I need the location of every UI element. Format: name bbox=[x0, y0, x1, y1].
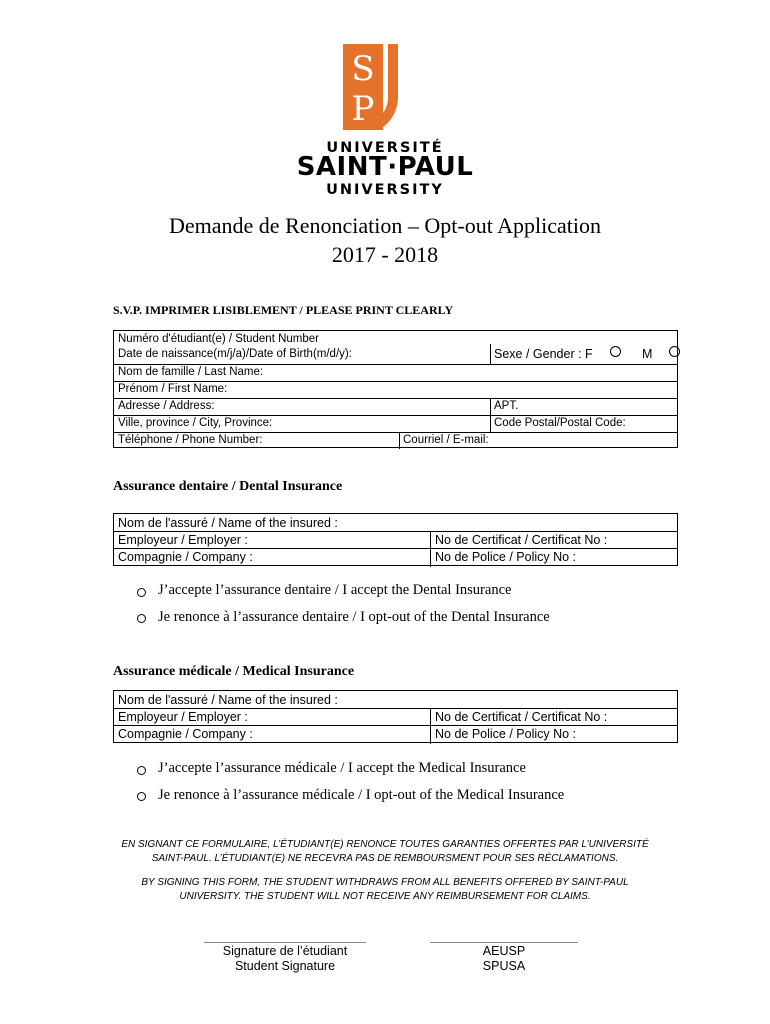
university-logo bbox=[343, 44, 429, 130]
logo-letter-s: S bbox=[351, 49, 375, 89]
student-signature-fr: Signature de l’étudiant bbox=[222, 944, 348, 958]
dental-optout-label: Je renonce à l’assurance dentaire / I opt-out of the Dental Insurance bbox=[158, 609, 550, 625]
dental-insured-name-field[interactable]: Nom de l'assuré / Name of the insured : bbox=[118, 516, 338, 530]
phone-field[interactable]: Téléphone / Phone Number: bbox=[118, 434, 263, 446]
logo-letter-p: P bbox=[351, 89, 375, 129]
dob-field[interactable]: Date de naissance(m/j/a)/Date of Birth(m/d/y): bbox=[118, 348, 352, 360]
dental-policy-field[interactable]: No de Police / Policy No : bbox=[435, 550, 577, 564]
medical-accept-label: J’accepte l’assurance médicale / I accept the Medical Insurance bbox=[158, 760, 526, 776]
dental-accept-radio[interactable] bbox=[137, 588, 146, 597]
gender-f-radio[interactable] bbox=[610, 346, 621, 357]
warning-en-line2: UNIVERSITY. THE STUDENT WILL NOT RECEIVE ANY REIMBURSEMENT FOR CLAIMS. bbox=[179, 891, 591, 902]
medical-certificate-field[interactable]: No de Certificat / Certificat No : bbox=[435, 710, 608, 724]
gender-m-label: M bbox=[642, 347, 653, 361]
university-name-en: UNIVERSITY bbox=[326, 182, 444, 198]
student-number-field[interactable]: Numéro d'étudiant(e) / Student Number bbox=[118, 333, 319, 345]
university-name-fr: UNIVERSITÉ bbox=[326, 140, 444, 156]
university-name: SAINT·PAUL bbox=[296, 152, 474, 182]
warning-fr-line1: EN SIGNANT CE FORMULAIRE, L’ÉTUDIANT(E) RENONCE TOUTES GARANTIES OFFERTES PAR L’UNIVERSITÉ bbox=[121, 839, 649, 850]
medical-table bbox=[113, 690, 678, 743]
union-name-en: SPUSA bbox=[482, 959, 526, 973]
medical-accept-radio[interactable] bbox=[137, 766, 146, 775]
student-info-table bbox=[113, 330, 678, 448]
dental-company-field[interactable]: Compagnie / Company : bbox=[118, 550, 253, 564]
dental-employer-field[interactable]: Employeur / Employer : bbox=[118, 533, 248, 547]
dental-certificate-field[interactable]: No de Certificat / Certificat No : bbox=[435, 533, 608, 547]
first-name-field[interactable]: Prénom / First Name: bbox=[118, 383, 228, 395]
warning-en-line1: BY SIGNING THIS FORM, THE STUDENT WITHDRAWS FROM ALL BENEFITS OFFERED BY SAINT-PAUL bbox=[141, 877, 629, 888]
print-instruction: S.V.P. IMPRIMER LISIBLEMENT / PLEASE PRINT CLEARLY bbox=[113, 303, 454, 317]
gender-m-radio[interactable] bbox=[669, 346, 680, 357]
medical-optout-label: Je renonce à l’assurance médicale / I opt-out of the Medical Insurance bbox=[158, 787, 565, 803]
union-signature-line[interactable] bbox=[430, 942, 578, 943]
dental-table bbox=[113, 513, 678, 566]
last-name-field[interactable]: Nom de famille / Last Name: bbox=[118, 366, 264, 378]
dental-optout-radio[interactable] bbox=[137, 614, 146, 623]
address-field[interactable]: Adresse / Address: bbox=[118, 400, 215, 412]
form-title: Demande de Renonciation – Opt-out Application bbox=[169, 213, 601, 238]
medical-insured-name-field[interactable]: Nom de l'assuré / Name of the insured : bbox=[118, 693, 338, 707]
apt-field[interactable]: APT. bbox=[494, 400, 519, 412]
warning-fr-line2: SAINT-PAUL. L’ÉTUDIANT(E) NE RECEVRA PAS DE REMBOURSMENT POUR SES RÉCLAMATIONS. bbox=[151, 853, 619, 864]
medical-optout-radio[interactable] bbox=[137, 792, 146, 801]
union-name-fr: AEUSP bbox=[482, 944, 526, 958]
postal-code-field[interactable]: Code Postal/Postal Code: bbox=[494, 417, 626, 429]
gender-label: Sexe / Gender : F bbox=[494, 347, 593, 361]
form-year: 2017 - 2018 bbox=[331, 242, 439, 267]
city-field[interactable]: Ville, province / City, Province: bbox=[118, 417, 273, 429]
dental-heading: Assurance dentaire / Dental Insurance bbox=[113, 479, 343, 494]
medical-heading: Assurance médicale / Medical Insurance bbox=[113, 664, 355, 679]
email-field[interactable]: Courriel / E-mail: bbox=[403, 434, 489, 446]
medical-employer-field[interactable]: Employeur / Employer : bbox=[118, 710, 248, 724]
medical-company-field[interactable]: Compagnie / Company : bbox=[118, 727, 253, 741]
student-signature-en: Student Signature bbox=[234, 959, 336, 973]
medical-policy-field[interactable]: No de Police / Policy No : bbox=[435, 727, 577, 741]
student-signature-line[interactable] bbox=[204, 942, 366, 943]
dental-accept-label: J’accepte l’assurance dentaire / I accept the Dental Insurance bbox=[158, 582, 512, 598]
